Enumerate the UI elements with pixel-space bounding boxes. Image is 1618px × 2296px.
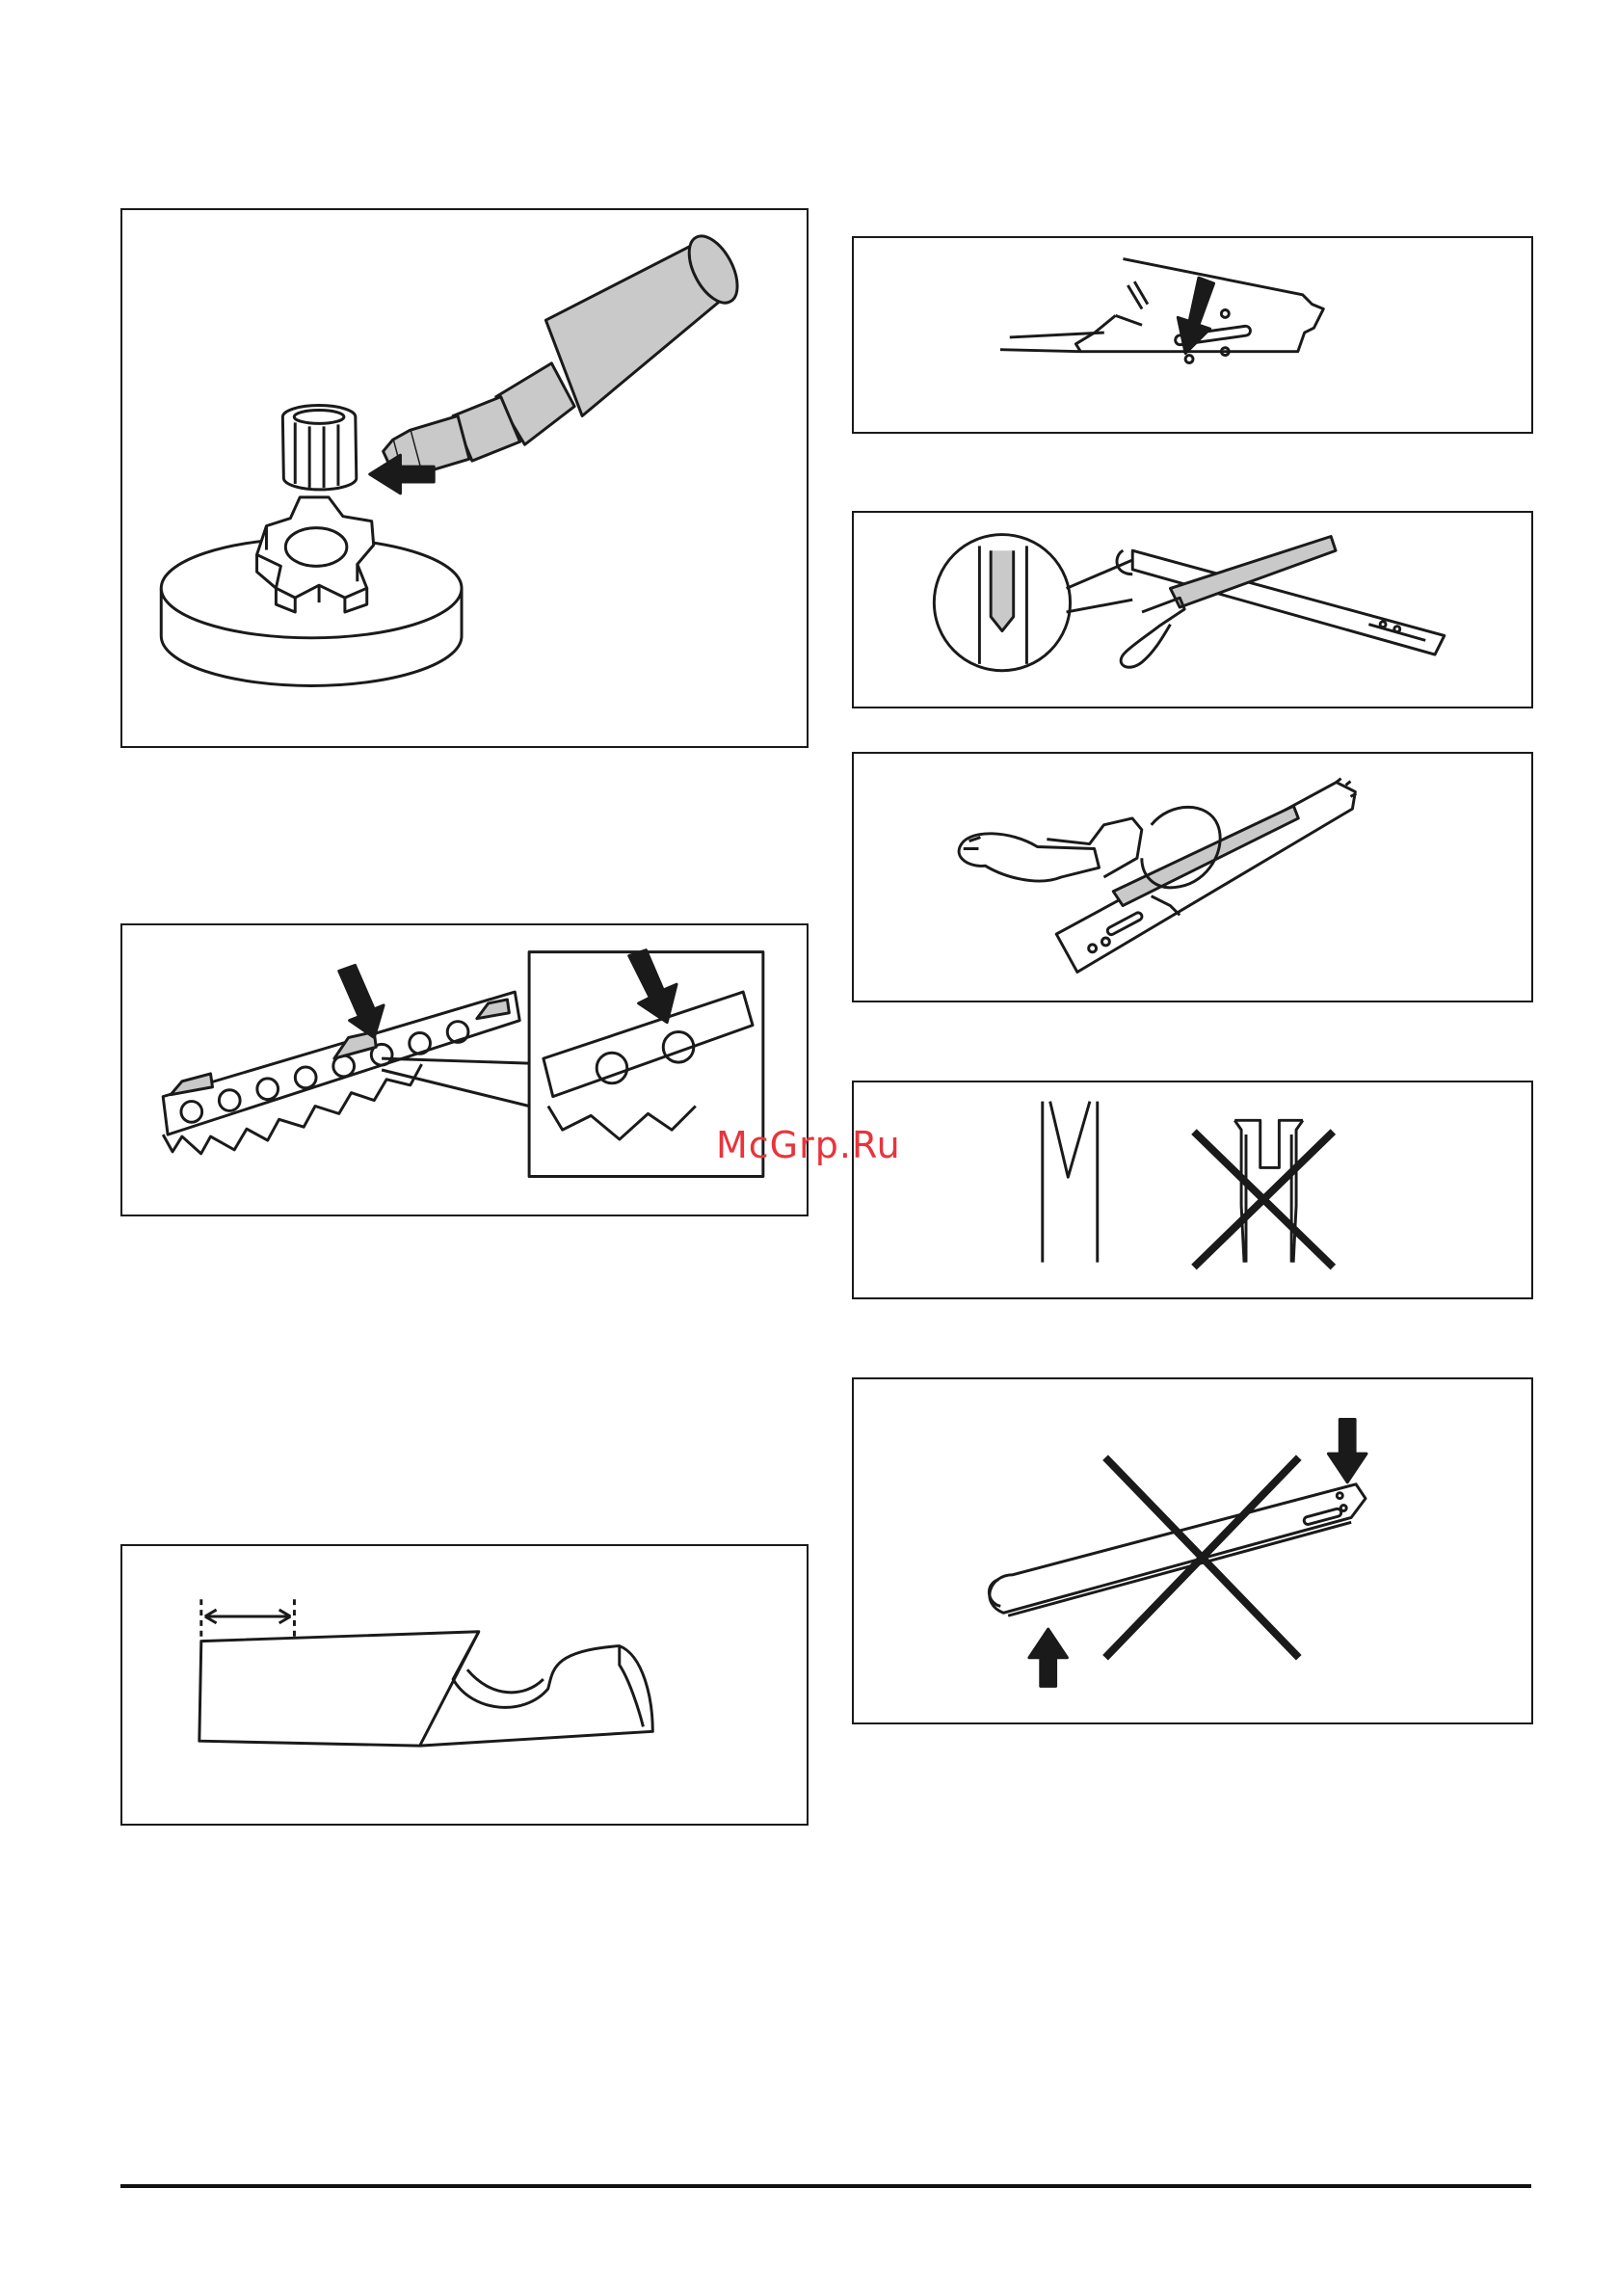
- figure-chain-drive-link-wear: [120, 923, 809, 1216]
- guide-bar-hole-illustration: [854, 238, 1531, 432]
- clutch-drum-icon: [161, 497, 462, 686]
- saw-chain-illustration: [122, 925, 807, 1215]
- cross-icon: [1194, 1132, 1333, 1267]
- footer-rule: [120, 2184, 1531, 2188]
- figure-bar-lubrication-hole: [852, 236, 1533, 434]
- arrow-icon: [339, 965, 384, 1037]
- figure-cutter-length-measurement: [120, 1544, 809, 1826]
- magnifier-inset: [382, 950, 763, 1177]
- saw-chain-icon: [163, 992, 519, 1154]
- guide-bar-icon: [1000, 259, 1323, 363]
- grease-gun-icon: [384, 228, 748, 473]
- cutter-tooth-icon: [199, 1632, 652, 1746]
- clutch-drum-illustration: [122, 210, 807, 746]
- figure-bar-groove-cleaning: [852, 511, 1533, 708]
- groove-detail-inset: [934, 535, 1132, 671]
- correct-rail-profile-icon: [1043, 1102, 1098, 1263]
- needle-bearing-icon: [282, 406, 356, 490]
- arrow-up-icon: [1029, 1629, 1068, 1686]
- dimension-arrow-icon: [201, 1599, 295, 1641]
- rail-profile-comparison: [854, 1082, 1531, 1297]
- cutter-tooth-illustration: [122, 1546, 807, 1824]
- arrow-down-icon: [1328, 1420, 1366, 1482]
- watermark: McGrp.Ru: [716, 1124, 901, 1166]
- figure-bar-rail-correct-vs-worn: [852, 1081, 1533, 1299]
- guide-bar-icon: [1056, 779, 1356, 973]
- figure-bar-rail-incorrect-turning: [852, 1377, 1533, 1724]
- bar-rail-turning-illustration: [854, 1379, 1531, 1722]
- bar-groove-cleaning-illustration: [854, 513, 1531, 707]
- guide-bar-icon: [989, 1484, 1366, 1615]
- figure-bar-rail-filing: [852, 752, 1533, 1002]
- figure-clutch-drum-lubrication: [120, 208, 809, 748]
- bar-rail-filing-illustration: [854, 754, 1531, 1001]
